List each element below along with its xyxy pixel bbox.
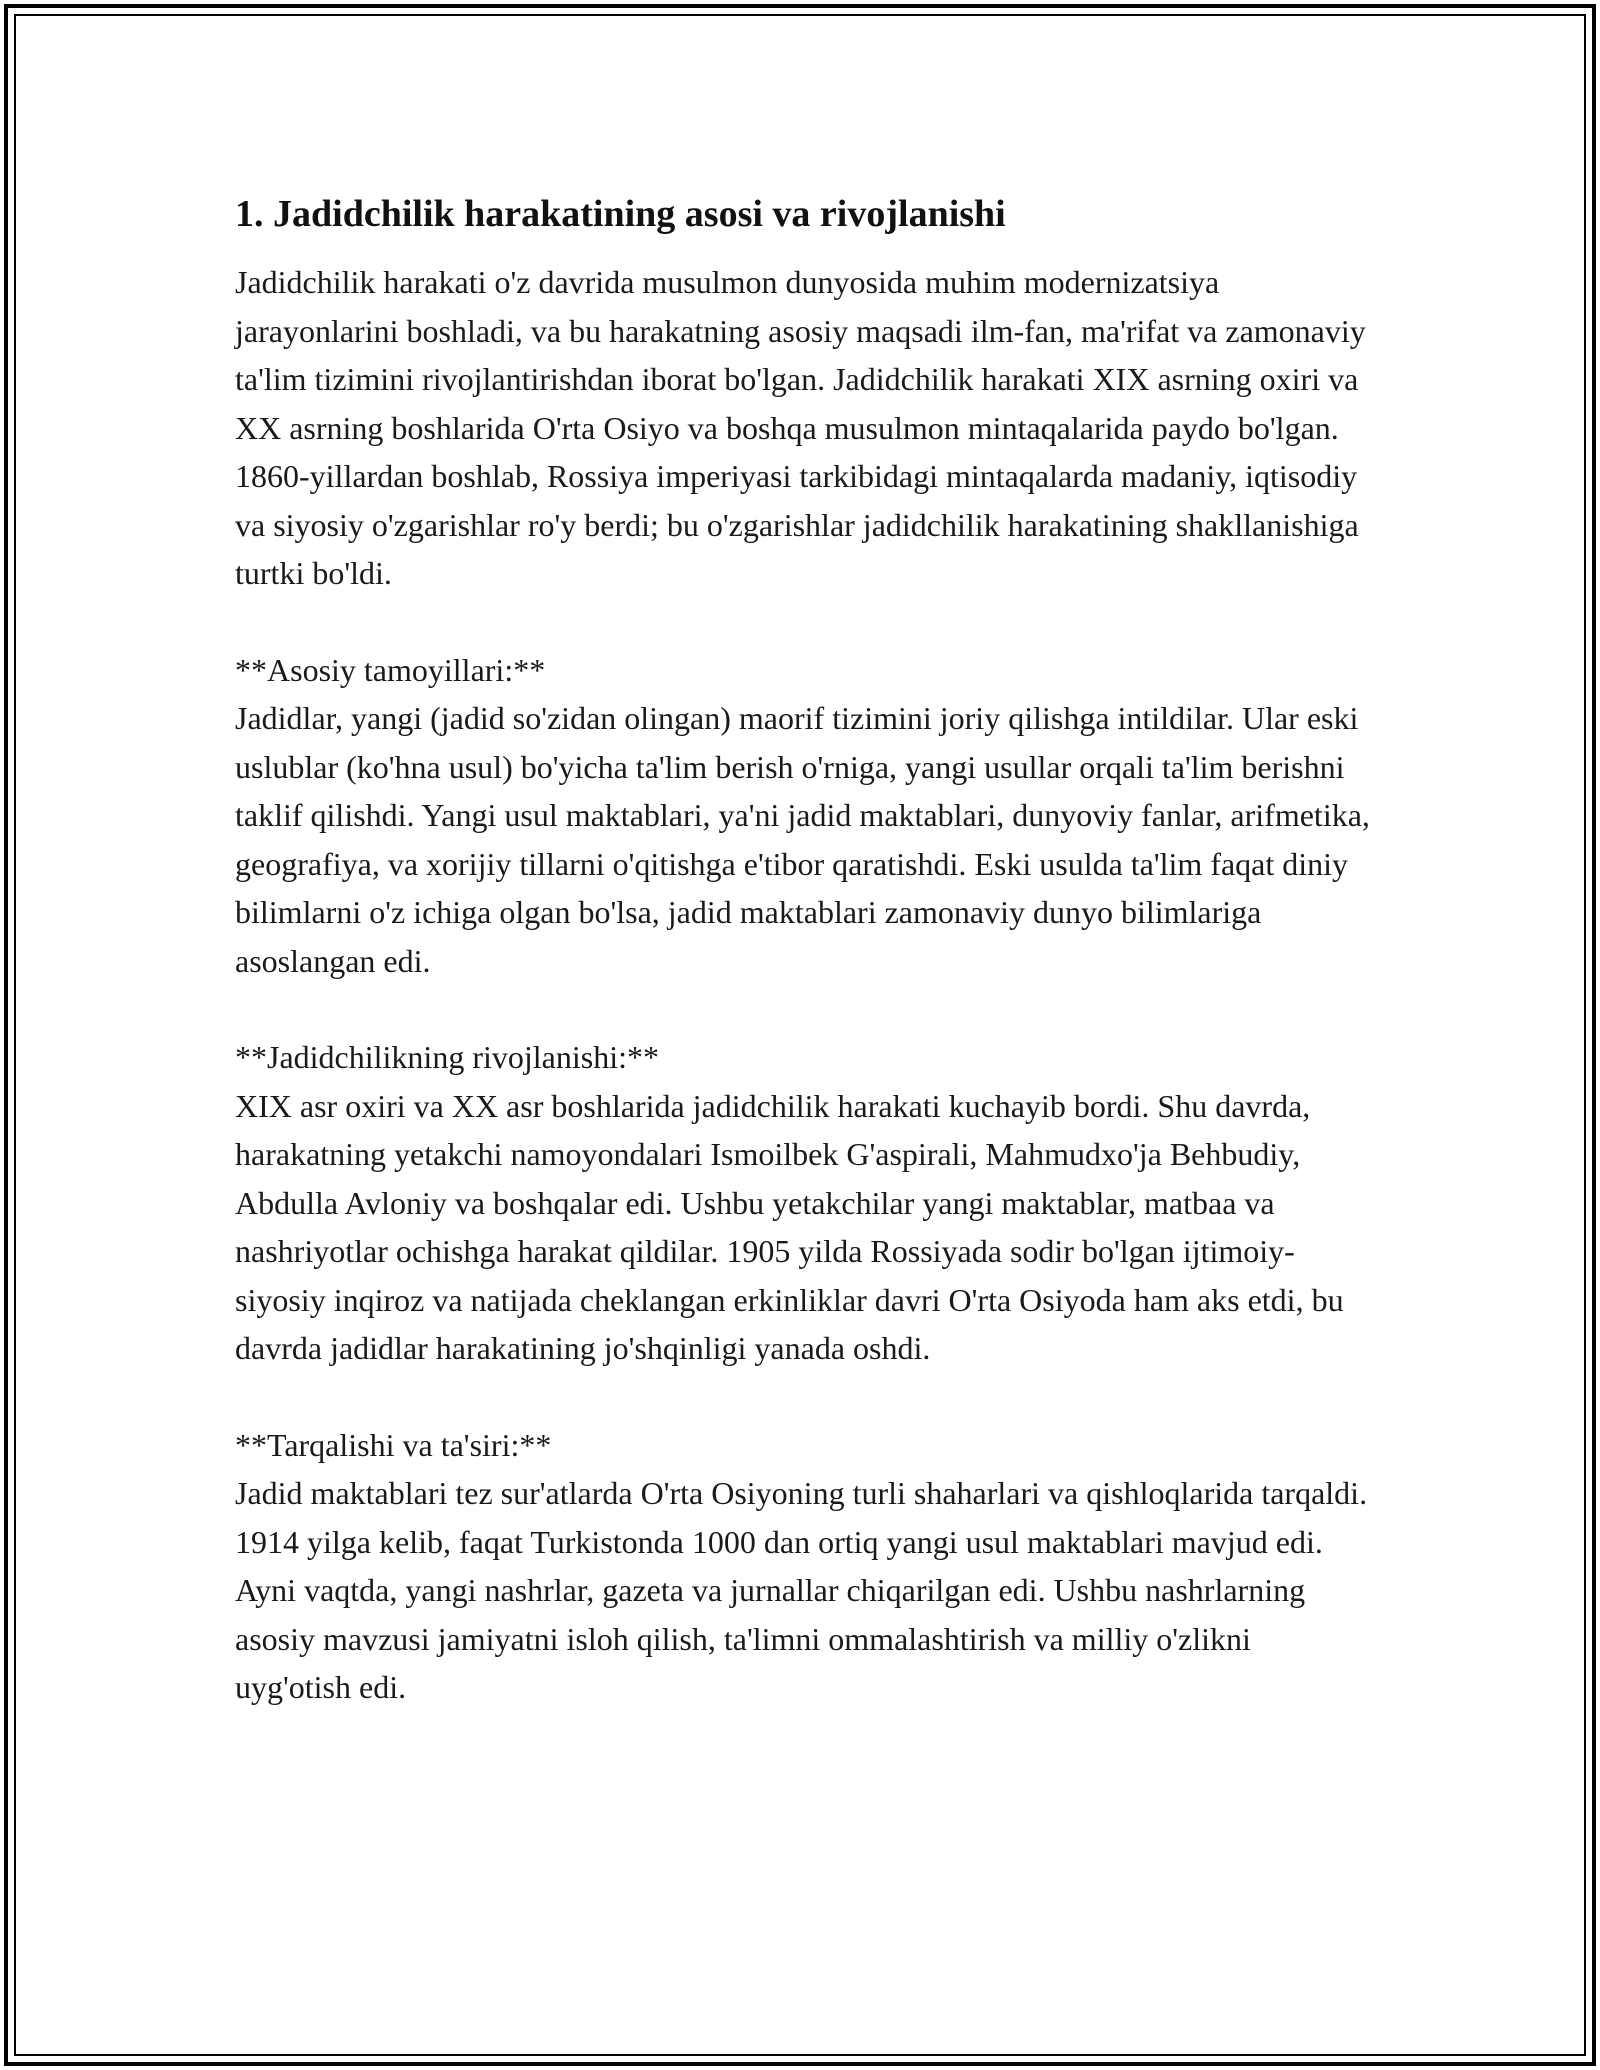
paragraph-gap <box>235 985 1370 1033</box>
development-section <box>235 1033 1370 1373</box>
spread-section <box>235 1421 1370 1712</box>
intro-paragraph: Jadidchilik harakati o'z davrida musulmon dunyosida muhim modernizatsiya jarayonlarini boshladi, va bu harakatning asosiy maqsadi ilm-fan, ma'rifat va zamonaviy ta'lim tizimini rivojlantirishdan iborat bo'lgan. Jadidchilik harakati XIX asrning oxiri va XX asrning boshlarida O'rta Osiyo va boshqa musulmon mintaqalarida paydo bo'lgan. 1860-yillardan boshlab, Rossiya imperiyasi tarkibidagi mintaqalarda madaniy, iqtisodiy va siyosiy o'zgarishlar ro'y berdi; bu o'zgarishlar jadidchilik harakatining shakllanishiga turtki bo'ldi. <box>235 264 1366 591</box>
section-heading: 1. Jadidchilik harakatining asosi va rivojlanishi <box>235 193 1006 235</box>
principles-title: **Asosiy tamoyillari:** <box>235 651 546 688</box>
principles-section <box>235 646 1370 986</box>
spread-title: **Tarqalishi va ta'siri:** <box>235 1426 552 1463</box>
principles-body: Jadidlar, yangi (jadid so'zidan olingan) maorif tizimini joriy qilishga intildilar. Ular eski uslublar (ko'hna usul) bo'yicha ta'lim berish o'rniga, yangi usullar orqali ta'lim berishni taklif qilishdi. Yangi usul maktablari, ya'ni jadid maktablari, dunyoviy fanlar, arifmetika, geografiya, va xorijiy tillarni o'qitishga e'tibor qaratishdi. Eski usulda ta'lim faqat diniy bilimlarni o'z ichiga olgan bo'lsa, jadid maktablari zamonaviy dunyo bilimlariga asoslangan edi. <box>235 700 1370 979</box>
document-body <box>235 186 1370 1712</box>
paragraph-gap <box>235 1373 1370 1421</box>
development-title: **Jadidchilikning rivojlanishi:** <box>235 1039 659 1075</box>
paragraph-gap <box>235 598 1370 646</box>
development-body: XIX asr oxiri va XX asr boshlarida jadidchilik harakati kuchayib bordi. Shu davrda, harakatning yetakchi namoyondalari Ismoilbek G'aspirali, Mahmudxo'ja Behbudiy, Abdulla Avloniy va boshqalar edi. Ushbu yetakchilar yangi maktablar, matbaa va nashriyotlar ochishga harakat qildilar. 1905 yilda Rossiyada sodir bo'lgan ijtimoiy-siyosiy inqiroz va natijada cheklangan erkinliklar davri O'rta Osiyoda ham aks etdi, bu davrda jadidlar harakatining jo'shqinligi yanada oshdi. <box>235 1087 1344 1366</box>
spread-body: Jadid maktablari tez sur'atlarda O'rta Osiyoning turli shaharlari va qishloqlarida tarqaldi. 1914 yilga kelib, faqat Turkistonda 1000 dan ortiq yangi usul maktablari mavjud edi. Ayni vaqtda, yangi nashrlar, gazeta va jurnallar chiqarilgan edi. Ushbu nashrlarning asosiy mavzusi jamiyatni isloh qilish, ta'limni ommalashtirish va milliy o'zlikni uyg'otish edi. <box>235 1475 1368 1705</box>
